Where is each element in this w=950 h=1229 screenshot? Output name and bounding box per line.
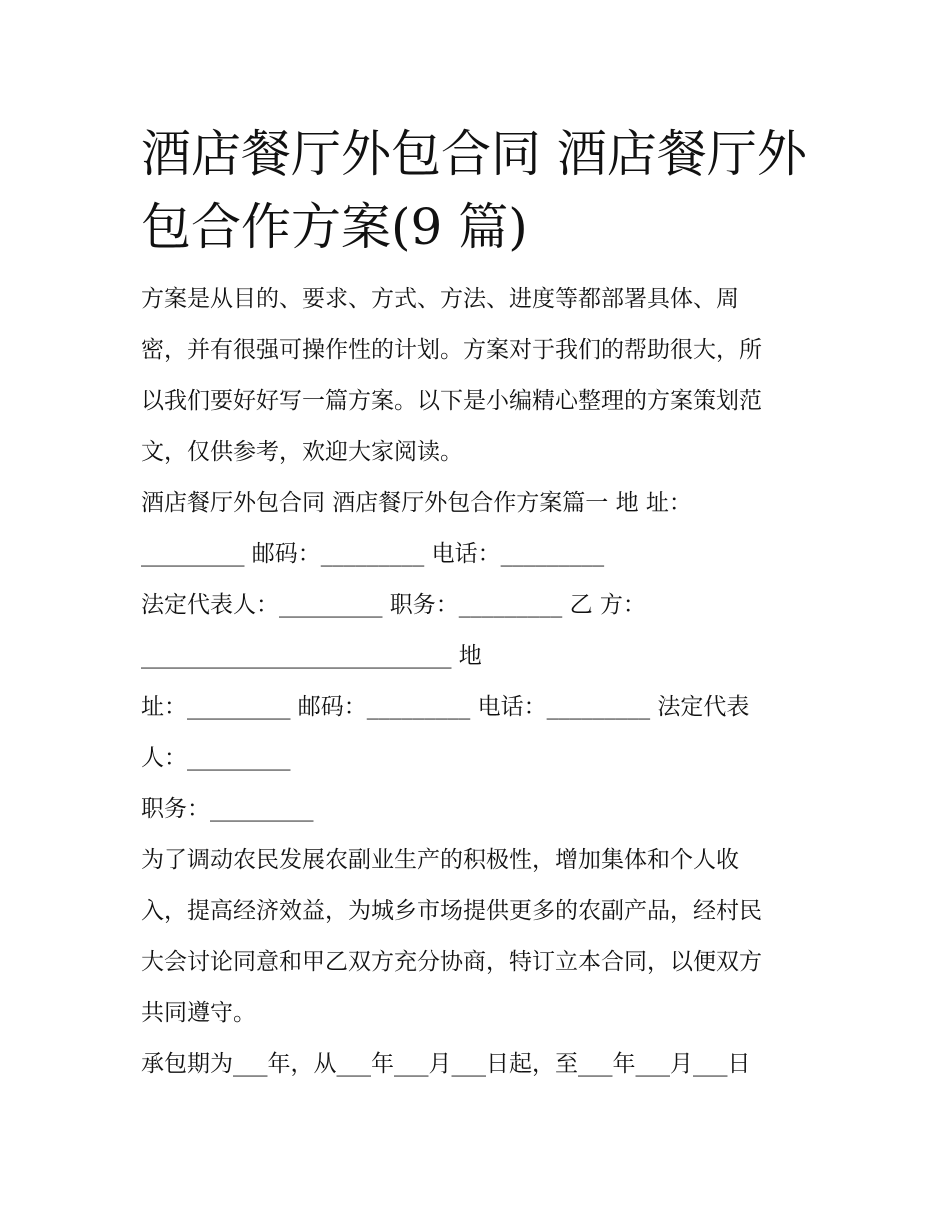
title-line-1: 酒店餐厅外包合同 酒店餐厅外 bbox=[141, 125, 807, 183]
purpose-line: 共同遵守。 bbox=[141, 1000, 256, 1026]
intro-line: 方案是从目的、要求、方式、方法、进度等都部署具体、周 bbox=[141, 286, 739, 312]
party-line: 人：_________ bbox=[141, 745, 291, 771]
document-title bbox=[141, 118, 821, 264]
term-line: 承包期为___年，从___年___月___日起，至___年___月___日 bbox=[141, 1051, 751, 1077]
purpose-line: 为了调动农民发展农副业生产的积极性，增加集体和个人收 bbox=[141, 847, 739, 873]
intro-line: 以我们要好好写一篇方案。以下是小编精心整理的方案策划范 bbox=[141, 388, 762, 414]
document-page bbox=[141, 118, 821, 1090]
title-line-2: 包合作方案(9 篇) bbox=[141, 198, 528, 256]
party-line: 址：_________ 邮码：_________ 电话：_________ 法定代表 bbox=[141, 694, 750, 720]
intro-line: 文，仅供参考，欢迎大家阅读。 bbox=[141, 439, 463, 465]
section-heading: 酒店餐厅外包合同 酒店餐厅外包合作方案篇一 地 址： bbox=[141, 490, 692, 516]
party-line: _________ 邮码：_________ 电话：_________ bbox=[141, 541, 605, 567]
intro-line: 密，并有很强可操作性的计划。方案对于我们的帮助很大，所 bbox=[141, 337, 762, 363]
purpose-line: 大会讨论同意和甲乙双方充分协商，特订立本合同，以便双方 bbox=[141, 949, 762, 975]
purpose-paragraph bbox=[141, 835, 821, 1039]
party-line: ___________________________ 地 bbox=[141, 643, 482, 669]
purpose-line: 入，提高经济效益，为城乡市场提供更多的农副产品，经村民 bbox=[141, 898, 762, 924]
intro-paragraph bbox=[141, 274, 821, 478]
party-line: 法定代表人：_________ 职务：_________ 乙 方： bbox=[141, 592, 646, 618]
party-line: 职务：_________ bbox=[141, 796, 314, 822]
party-info bbox=[141, 529, 821, 835]
